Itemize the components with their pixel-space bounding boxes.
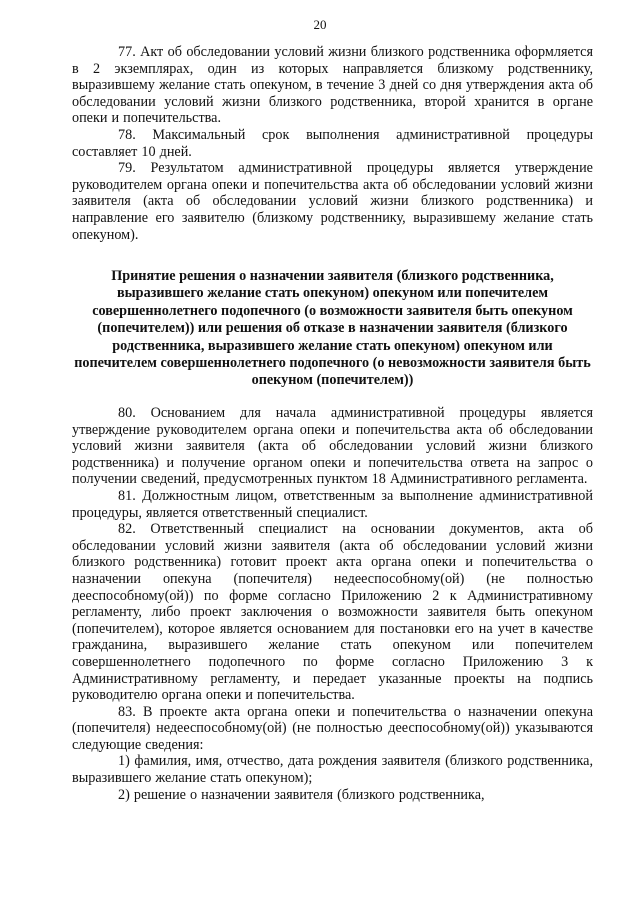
text-block-lower — [72, 405, 593, 803]
paragraph-77: 77. Акт об обследовании условий жизни близкого родственника оформляется в 2 экземплярах, один из которых направляется близкому родственнику, выразившему желание стать опекуном, в течение 3 дней со дня утверждения акта об обследовании условий жизни близкого родственника, второй хранится в органе опеки и попечительства. — [72, 44, 593, 127]
list-item-1: 1) фамилия, имя, отчество, дата рождения заявителя (близкого родственника, выразившего желание стать опекуном); — [72, 753, 593, 787]
paragraph-83: 83. В проекте акта органа опеки и попечительства о назначении опекуна (попечителя) недееспособному(ой) (не полностью дееспособному(ой)) указываются следующие сведения: — [72, 703, 593, 753]
paragraph-78: 78. Максимальный срок выполнения административной процедуры составляет 10 дней. — [72, 126, 593, 160]
list-item-2: 2) решение о назначении заявителя (близкого родственника, — [118, 786, 485, 803]
paragraph-80: 80. Основанием для начала административной процедуры является утверждение руководителем органа опеки и попечительства акта об обследовании условий жизни заявителя (акта об обследовании условий жизни близкого родственника) и получение органом опеки и попечительства ответа на запрос о получении сведений, предусмотренных пунктом 18 Административного регламента. — [72, 405, 593, 488]
paragraph-81: 81. Должностным лицом, ответственным за выполнение административной процедуры, является ответственный специалист. — [72, 487, 593, 521]
paragraph-82: 82. Ответственный специалист на основании документов, акта об обследовании условий жизни заявителя (акта об обследовании условий жизни близкого родственника) готовит проект акта органа опеки и попечительства о назначении опекуна (попечителя) недееспособному(ой) (не полностью дееспособному(ой)) по форме согласно Приложению 2 к Административному регламенту, либо проект заключения о возможности заявителя быть опекуном (попечителем), которое является основанием для постановки его на учет в качестве гражданина, выразившего желание стать опекуном или попечителем совершеннолетнего подопечного по форме согласно Приложению 3 к Административному регламенту, и передает указанные проекты на подпись руководителю органа опеки и попечительства. — [72, 521, 593, 704]
section-heading: Принятие решения о назначении заявителя (близкого родственника, выразившего желание стать опекуном) опекуном или попечителем совершеннолетнего подопечного (о возможности заявителя быть опекуном (попечителем)) или решения об отказе в назначении заявителя (близкого родственника, выразившего желание стать опекуном) опекуном или попечителем совершеннолетнего подопечного (о невозможности заявителя быть опекуном (попечителем)) — [74, 268, 591, 389]
paragraph-79: 79. Результатом административной процедуры является утверждение руководителем органа опеки и попечительства акта об обследовании условий жизни заявителя (акта об обследовании условий жизни близкого родственника) и направление его заявителю (близкому родственнику, выразившему желание стать опекуном). — [72, 160, 593, 243]
page-number: 20 — [313, 17, 327, 32]
text-block-upper — [72, 44, 593, 243]
